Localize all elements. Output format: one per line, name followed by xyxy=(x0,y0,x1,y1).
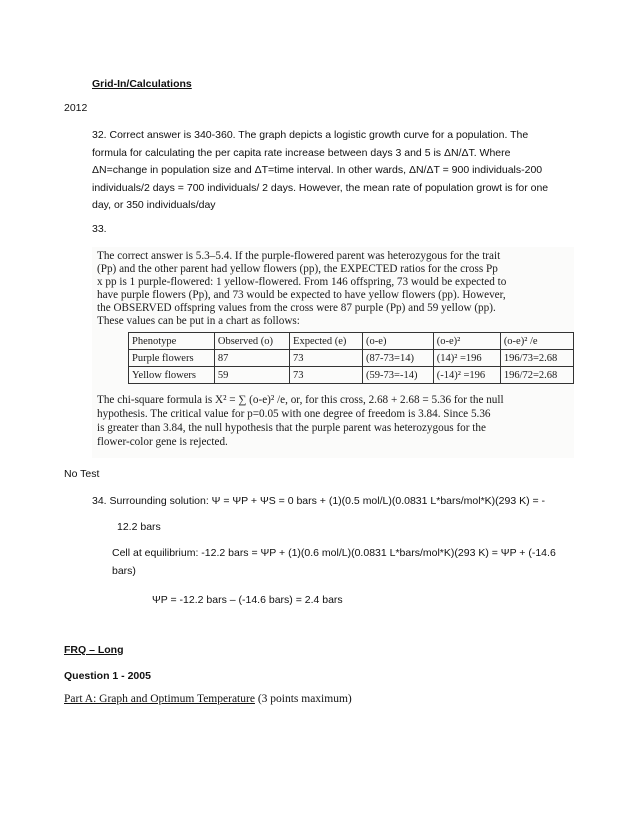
table-header-cell: Observed (o) xyxy=(214,333,289,350)
table-cell: Purple flowers xyxy=(129,350,215,367)
table-cell: 87 xyxy=(214,350,289,367)
table-header-row xyxy=(129,333,574,350)
scan-outro-line: The chi-square formula is X² = ∑ (o-e)² /e, or, for this cross, 2.68 + 2.68 = 5.36 for the null xyxy=(97,394,504,406)
table-cell: (59-73=-14) xyxy=(363,367,434,384)
table-header-cell: (o-e) xyxy=(363,333,434,350)
part-a-points: (3 points maximum) xyxy=(254,693,352,705)
scan-outro-line: flower-color gene is rejected. xyxy=(97,436,228,448)
no-test-label: No Test xyxy=(64,468,100,480)
table-cell: 73 xyxy=(290,350,363,367)
frq-title: FRQ – Long xyxy=(64,644,124,656)
q32-line: formula for calculating the per capita rate increase between days 3 and 5 is ΔN/ΔT. Where xyxy=(92,146,511,159)
q34-result: ΨP = -12.2 bars – (-14.6 bars) = 2.4 bars xyxy=(152,594,343,606)
scan-intro-line: (Pp) and the other parent had yellow flowers (pp), the EXPECTED ratios for the cross Pp xyxy=(97,263,498,275)
table-cell: 196/73=2.68 xyxy=(500,350,573,367)
table-cell: (14)² =196 xyxy=(433,350,500,367)
question-33-label: 33. xyxy=(92,223,107,235)
table-header-cell: (o-e)² /e xyxy=(500,333,573,350)
table-row xyxy=(129,367,574,384)
scan-intro-line: These values can be put in a chart as follows: xyxy=(97,315,300,327)
q32-line: day, or 350 individuals/day xyxy=(92,199,216,211)
table-row xyxy=(129,350,574,367)
table-cell: 73 xyxy=(290,367,363,384)
scan-intro-line: x pp is 1 purple-flowered: 1 yellow-flowered. From 146 offspring, 73 would be expected to xyxy=(97,276,507,288)
question-heading: Question 1 - 2005 xyxy=(64,670,151,682)
q34-equilibrium xyxy=(112,545,556,580)
table-cell: Yellow flowers xyxy=(129,367,215,384)
q34-line: 12.2 bars xyxy=(117,521,161,533)
q32-line: ΔN=change in population size and ΔT=time interval. In other wards, ΔN/ΔT = 900 individuals-200 xyxy=(92,164,543,176)
table-cell: 196/72=2.68 xyxy=(500,367,573,384)
chi-square-table xyxy=(128,332,574,384)
scan-intro-line: have purple flowers (Pp), and 73 would be expected to have yellow flowers (pp). However, xyxy=(97,289,506,301)
section-title: Grid-In/Calculations xyxy=(92,78,192,90)
table-cell: (87-73=14) xyxy=(363,350,434,367)
part-a-heading xyxy=(64,692,352,706)
table-header-cell: Phenotype xyxy=(129,333,215,350)
table-header-cell: Expected (e) xyxy=(290,333,363,350)
scanned-answer-excerpt xyxy=(92,247,574,458)
table-cell: 59 xyxy=(214,367,289,384)
q34-eq-line: bars) xyxy=(112,564,136,577)
question-32 xyxy=(92,127,548,215)
year-label: 2012 xyxy=(64,102,88,114)
q32-line: 32. Correct answer is 340-360. The graph depicts a logistic growth curve for a population. The xyxy=(92,129,529,141)
scan-intro-line: The correct answer is 5.3–5.4. If the purple-flowered parent was heterozygous for the trait xyxy=(97,250,501,262)
table-cell: (-14)² =196 xyxy=(433,367,500,384)
q34-eq-line: Cell at equilibrium: -12.2 bars = ΨP + (1)(0.6 mol/L)(0.0831 L*bars/mol*K)(293 K) = ΨP + (-14.6 xyxy=(112,547,556,559)
scan-outro-line: is greater than 3.84, the null hypothesis that the purple parent was heterozygous for the xyxy=(97,422,486,434)
q34-line: 34. Surrounding solution: Ψ = ΨP + ΨS = 0 bars + (1)(0.5 mol/L)(0.0831 L*bars/mol*K)(293 K) = - xyxy=(92,495,546,507)
scan-outro-line: hypothesis. The critical value for p=0.05 with one degree of freedom is 3.84. Since 5.36 xyxy=(97,408,491,420)
scan-intro-line: the OBSERVED offspring values from the cross were 87 purple (Pp) and 59 yellow (pp). xyxy=(97,302,496,314)
part-a-label: Part A: Graph and Optimum Temperature xyxy=(64,693,255,705)
table-header-cell: (o-e)² xyxy=(433,333,500,350)
q32-line: individuals/2 days = 700 individuals/ 2 days. However, the mean rate of population growt is for one xyxy=(92,181,549,194)
